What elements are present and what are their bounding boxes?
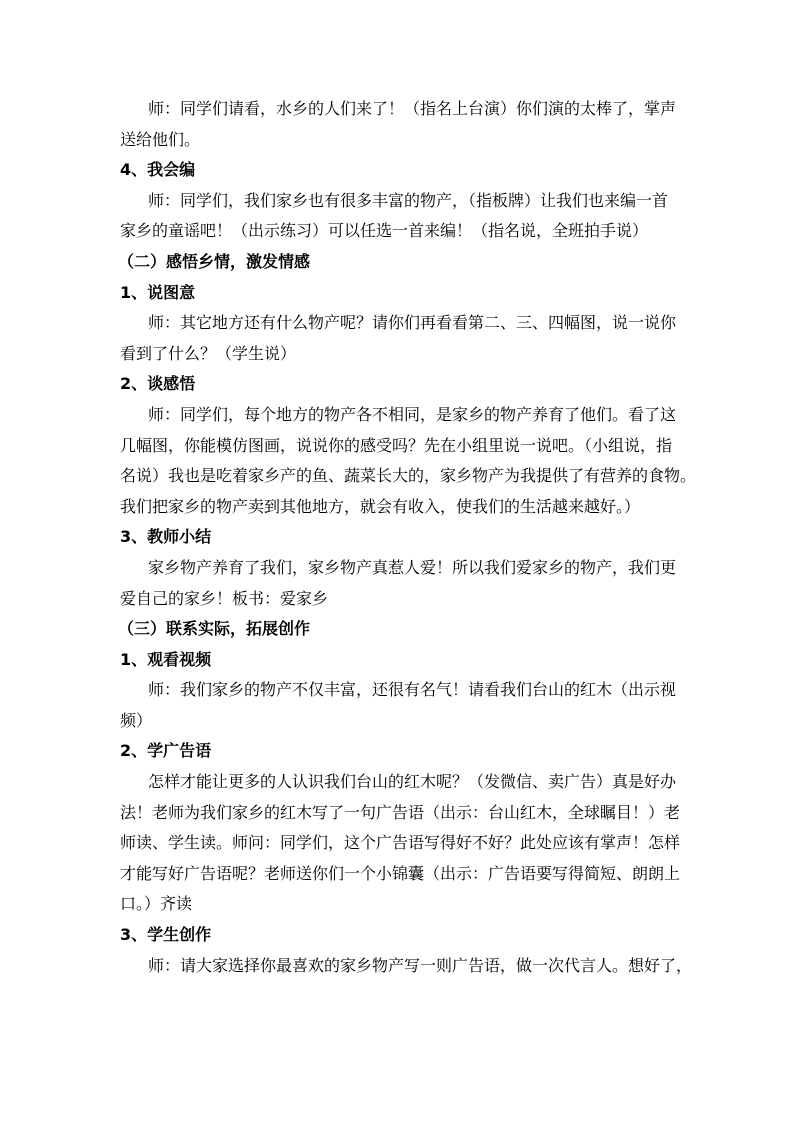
paragraph (120, 94, 680, 155)
paragraph-line: 师：我们家乡的物产不仅丰富，还很有名气！请看我们台山的红木（出示视 (148, 680, 677, 700)
subsection-heading: 2、谈感悟 (120, 374, 196, 394)
section-heading: （三）联系实际，拓展创作 (118, 619, 311, 639)
subsection-heading: 4、我会编 (120, 160, 196, 180)
paragraph (120, 767, 680, 920)
paragraph (120, 675, 680, 736)
subsection-heading: 3、学生创作 (120, 925, 212, 945)
document-body (118, 94, 697, 981)
paragraph-line: 师读、学生读。师问：同学们，这个广告语写得好不好？此处应该有掌声！怎样 (120, 833, 681, 853)
paragraph-line: 师：其它地方还有什么物产呢？请你们再看看第二、三、四幅图，说一说你 (148, 313, 677, 333)
paragraph-line: 家乡的童谣吧！（出示练习）可以任选一首来编！（指名说，全班拍手说） (120, 221, 649, 241)
paragraph-line: 口。）齐读 (120, 894, 193, 914)
paragraph (120, 951, 693, 982)
subsection-heading: 1、观看视频 (120, 649, 212, 669)
paragraph-line: 师：同学们请看，水乡的人们来了！（指名上台演）你们演的太棒了，掌声 (148, 99, 677, 118)
paragraph-line: 法！老师为我们家乡的红木写了一句广告语（出示：台山红木，全球瞩目！）老 (120, 802, 681, 822)
paragraph-line: 我们把家乡的物产卖到其他地方，就会有收入，使我们的生活越来越好。） (120, 496, 641, 516)
subsection-heading: 2、学广告语 (120, 741, 212, 761)
paragraph-line: 师：同学们，每个地方的物产各不相同，是家乡的物产养育了他们。看了这 (148, 404, 677, 424)
paragraph (120, 308, 680, 369)
paragraph-line: 送给他们。 (120, 129, 201, 149)
paragraph-line: 怎样才能让更多的人认识我们台山的红木呢？（发微信、卖广告）真是好办 (148, 772, 677, 792)
paragraph-line: 看到了什么？（学生说） (120, 343, 297, 363)
paragraph (120, 186, 680, 247)
paragraph-line: 名说）我也是吃着家乡产的鱼、蔬菜长大的，家乡物产为我提供了有营养的食物。 (120, 466, 697, 486)
paragraph-line: 师：同学们，我们家乡也有很多丰富的物产，（指板牌）让我们也来编一首 (148, 190, 669, 210)
paragraph-line: 家乡物产养育了我们，家乡物产真惹人爱！所以我们爱家乡的物产，我们更 (148, 557, 677, 577)
subsection-heading: 1、说图意 (120, 282, 196, 302)
paragraph-line: 频） (120, 710, 153, 730)
paragraph-line: 师：请大家选择你最喜欢的家乡物产写一则广告语，做一次代言人。想好了， (148, 955, 693, 975)
subsection-heading: 3、教师小结 (120, 527, 212, 547)
section-heading: （二）感悟乡情，激发情感 (118, 251, 311, 271)
paragraph-line: 几幅图，你能模仿图画，说说你的感受吗？先在小组里说一说吧。（小组说，指 (120, 435, 673, 455)
paragraph-line: 才能写好广告语呢？老师送你们一个小锦囊（出示：广告语要写得简短、朗朗上 (120, 863, 681, 883)
paragraph-line: 爱自己的家乡！板书：爱家乡 (120, 588, 329, 608)
paragraph (120, 553, 680, 614)
paragraph (120, 400, 697, 522)
